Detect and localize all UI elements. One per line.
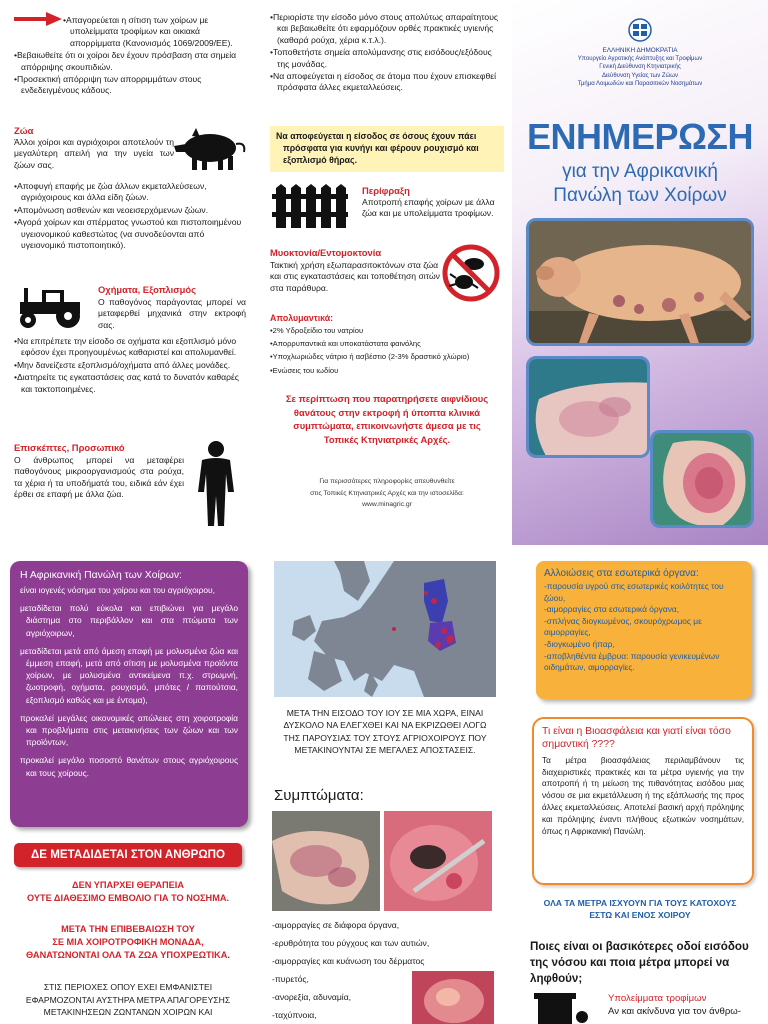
disinfectants-heading: Απολυμαντικά: <box>270 313 334 323</box>
symptom-item: -ερυθρότητα του ρύγχους και των αυτιών, <box>272 938 430 948</box>
fence-heading: Περίφραξη <box>362 185 410 196</box>
intro-bullet: • Βεβαιωθείτε ότι οι χοίροι δεν έχουν πρόσβαση στα σημεία απόρριψης σκουπιδιών. <box>14 50 246 73</box>
hunters-warning-text: Να αποφεύγεται η είσοδος σε όσους έχουν πάει πρόσφατα για κυνήγι και φέρουν ρουχισμό και εξοπλισμό θήρας. <box>276 131 479 165</box>
panel-bottom-middle <box>256 545 512 1024</box>
symptom-item: -ταχύπνοια, <box>272 1010 317 1020</box>
fence-text: Αποτροπή επαφής χοίρων με άλλα ζώα και με υπολείμματα τροφίμων. <box>362 197 495 219</box>
measures-line: ΕΣΤΩ ΚΑΙ ΕΝΟΣ ΧΟΙΡΟΥ <box>589 910 691 920</box>
biosecurity-box <box>532 717 754 885</box>
organs-heading: Αλλοιώσεις στα εσωτερικά όργανα: <box>544 568 699 579</box>
biosecurity-text: Τα μέτρα βιοασφάλειας περιλαμβάνουν τις διαχειριστικές πρακτικές και τα μέτρα υγιεινής για την αποτροπή ή τη μείωση της πιθανότητας εισόδου μιας νόσου σε μια εκμετάλλευση ή της εξάπλωσής της προς άλλες εκμεταλλεύσεις. Αποτελεί βασική αρχή πρόληψης και πρόληψης έναντι πλήθους εξωτικών νοσημάτων, όπως η Αφρικανική Πανώλη. <box>542 755 744 836</box>
vehicles-heading: Οχήματα, Εξοπλισμός <box>98 284 196 295</box>
alert-text: Σε περίπτωση που παρατηρήσετε αιφνίδιους θανάτους στην εκτροφή ή ύποπτα κλινικά συμπτώματα, επικοινωνήστε άμεσα με τις Τοπικές Κτηνιατρικές Αρχές. <box>285 393 489 445</box>
hunters-warning-box <box>270 126 504 172</box>
asf-info-item: είναι ιογενές νόσημα του χοίρου και του αγριόχοιρου, <box>20 585 215 595</box>
entry-routes-question: Ποιες είναι οι βασικότερες οδοί εισόδου της νόσου και ποια μέτρα μπορεί να ληφθούν; <box>530 940 749 985</box>
symptom-item: -πυρετός, <box>272 974 309 984</box>
symptom-photo-1 <box>272 811 380 911</box>
cover-subtitle-line-2: Πανώλη των Χοίρων <box>553 185 727 206</box>
skin-lesion-photo-2 <box>650 430 754 528</box>
map-caption: ΜΕΤΑ ΤΗΝ ΕΙΣΟΔΟ ΤΟΥ ΙΟΥ ΣΕ ΜΙΑ ΧΩΡΑ, ΕΙΝΑΙ ΔΥΣΚΟΛΟ ΝΑ ΕΛΕΓΧΘΕΙ ΚΑΙ ΝΑ ΕΚΡΙΖΩΘΕΙ ΛΟΓΩ ΤΗΣ ΠΑΡΟΥΣΙΑΣ ΤΟΥ ΣΤΟΥΣ ΑΓΡΙΟΧΟΙΡΟΥΣ ΠΟΥ ΜΕΤΑΚΙΝΟΥΝΤΑΙ ΣΕ ΜΕΓΑΛΕΣ ΑΠΟΣΤΑΣΕΙΣ. <box>283 708 487 756</box>
biosecurity-heading: Τι είναι η Βιοασφάλεια και γιατί είναι τόσο σημαντική ???? <box>542 726 731 751</box>
skin-lesion-photo-1 <box>526 356 650 458</box>
organs-item: -διογκωμένο ήπαρ, <box>544 638 615 649</box>
measures-line: ΟΛΑ ΤΑ ΜΕΤΡΑ ΙΣΧΥΟΥΝ ΓΙΑ ΤΟΥΣ ΚΑΤΟΧΟΥΣ <box>543 898 737 908</box>
visitors-bullet: • Περιορίστε την είσοδο μόνο στους απολύτως απαραίτητους και βεβαιωθείτε ότι εφαρμόζουν ορθές πρακτικές υγιεινής (καθαρά ρούχα, χέρια κ.τ.λ.). <box>270 12 504 46</box>
greek-emblem-icon <box>628 18 652 42</box>
animals-bullet: • Απομόνωση ασθενών και νεοεισερχόμενων ζώων. <box>14 205 246 216</box>
cover-subtitle-line-1: για την Αφρικανική <box>562 161 718 182</box>
panel-top-left <box>0 0 256 545</box>
asf-info-item: μεταδίδεται πολύ εύκολα και επιβιώνει για μεγάλο διάστημα στο περιβάλλον και στα πτώματα των αγριόχοιρων, <box>20 603 238 638</box>
restriction-line: ΕΦΑΡΜΟΖΟΝΤΑΙ ΑΥΣΤΗΡΑ ΜΕΤΡΑ ΑΠΑΓΟΡΕΥΣΗΣ <box>25 994 231 1005</box>
organs-item: -παρουσία υγρού στις εσωτερικές κοιλότητες του ζώου, <box>544 581 724 603</box>
asf-info-item: προκαλεί μεγάλες οικονομικές απώλειες στη χοιροτροφία και προβλήματα στις μετακινήσεις των ζώων και των προϊόντων, <box>20 712 238 748</box>
org-line: Υπουργείο Αγροτικής Ανάπτυξης και Τροφίμων <box>577 56 703 62</box>
organs-box <box>536 561 752 699</box>
vehicles-bullet: • Μην δανείζεστε εξοπλισμό/οχήματα από άλλες μονάδες. <box>14 360 246 371</box>
culling-line: ΜΕΤΑ ΤΗΝ ΕΠΙΒΕΒΑΙΩΣΗ ΤΟΥ <box>61 924 195 934</box>
info-line: Για περισσότερες πληροφορίες απευθυνθείτε <box>319 478 455 485</box>
not-transmitted-text: ΔΕ ΜΕΤΑΔΙΔΕΤΑΙ ΣΤΟΝ ΑΝΘΡΩΠΟ <box>30 848 226 861</box>
cover-panel <box>512 0 768 545</box>
tractor-icon <box>12 284 88 330</box>
disinfectant-item: • Απορρυπαντικά και υποκατάστατα φαινόλης <box>270 338 504 350</box>
symptom-item: -αιμορραγίες και κυάνωση του δέρματος <box>272 956 425 966</box>
visitors-bullet: • Να αποφεύγεται η είσοδος σε άτομα που έχουν επισκεφθεί πρόσφατα άλλες εκμεταλλεύσεις. <box>270 71 504 94</box>
culling-line: ΘΑΝΑΤΩΝΟΝΤΑΙ ΟΛΑ ΤΑ ΖΩΑ ΥΠΟΧΡΕΩΤΙΚΑ. <box>26 950 230 960</box>
boar-icon <box>172 124 248 172</box>
org-line: Τμήμα Λοιμωδών και Παρασιτικών Νοσημάτων <box>577 81 703 88</box>
intro-bullet: • Προσεκτική απόρριψη των απορριμμάτων στους ενδεδειγμένους κάδους. <box>14 74 246 97</box>
person-icon <box>194 440 238 528</box>
asf-info-title: Η Αφρικανική Πανώλη των Χοίρων: <box>20 570 182 581</box>
food-waste-text: Αν και ακίνδυνα για τον άνθρω- <box>608 1006 741 1017</box>
disinfectant-item: • Υποχλωριώδες νάτριο ή ασβέστιο (2-3% δραστικό χλώριο) <box>270 351 504 363</box>
visitors-bullet: • Τοποθετήστε σημεία απολύμανσης στις εισόδους/εξόδους της μονάδας. <box>270 47 504 70</box>
food-waste-heading: Υπολείμματα τροφίμων <box>608 993 707 1004</box>
pest-heading: Μυοκτονία/Εντομοκτονία <box>270 247 382 258</box>
symptom-photo-3 <box>412 971 494 1024</box>
org-line: ΕΛΛΗΝΙΚΗ ΔΗΜΟΚΡΑΤΙΑ <box>602 47 678 54</box>
info-line: στις Τοπικές Κτηνιατρικές Αρχές και την ιστοσελίδα: <box>310 489 464 497</box>
symptom-photo-2 <box>384 811 492 911</box>
animals-bullet: • Αποφυγή επαφής με ζώα άλλων εκμεταλλεύσεων, αγριόχοιρους και άλλα είδη ζώων. <box>14 181 246 204</box>
pest-control-icon <box>442 244 500 302</box>
asf-info-box <box>10 561 248 827</box>
pest-text: Τακτική χρήση εξωπαρασιτοκτόνων στα ζώα και στις εγκαταστάσεις και τοποθέτηση σιτών στα παράθυρα. <box>270 260 440 293</box>
panel-bottom-left <box>0 545 256 1024</box>
asf-info-item: προκαλεί μεγάλο ποσοστό θανάτων στους αγριόχοιρους και τους χοίρους. <box>20 755 238 778</box>
org-line: Διεύθυνση Υγείας των Ζώων <box>602 72 678 79</box>
culling-line: ΣΕ ΜΙΑ ΧΟΙΡΟΤΡΟΦΙΚΗ ΜΟΝΑΔΑ, <box>52 937 204 947</box>
disinfectant-item: • Ενώσεις του ιωδίου <box>270 365 504 377</box>
organs-item: -αιμορραγίες στα εσωτερικά όργανα, <box>544 604 680 615</box>
symptom-item: -ανορεξία, αδυναμία, <box>272 992 352 1002</box>
symptom-item: -αιμορραγίες σε διάφορα όργανα, <box>272 920 400 930</box>
food-waste-icon <box>534 993 590 1024</box>
website-link[interactable]: www.minagric.gr <box>362 501 412 509</box>
visitors-heading: Επισκέπτες, Προσωπικό <box>14 442 125 453</box>
asf-info-item: μεταδίδεται μετά από άμεση επαφή με μολυσμένα ζώα και έμμεση επαφή, μετά από σίτιση με μολυσμένα προϊόντα χοίρων, με μολυσμένα αντικείμενα π.χ. στρωμνή, ζωοτροφή, οχήματα, ρουχισμό, μπότες / παπούτσια, εξοπλισμό καθώς και με έντομα), <box>20 645 238 705</box>
organs-item: -σπλήνας διογκωμένος, σκουρόχρωμος με αιμορραγίες, <box>544 615 702 638</box>
organs-item: -αποβληθέντα έμβρυα: παρουσία γενικευμένων οιδημάτων, αιμορραγίες. <box>544 650 720 673</box>
disinfectant-item: • 2% Υδροξείδιο του νατρίου <box>270 325 504 337</box>
animals-text: Άλλοι χοίροι και αγριόχοιροι αποτελούν τη μεγαλύτερη απειλή για την υγεία των ζώων σας. <box>14 137 174 170</box>
restriction-line: ΜΕΤΑΚΙΝΗΣΕΩΝ ΖΩΝΤΑΝΩΝ ΧΟΙΡΩΝ ΚΑΙ <box>43 1007 213 1018</box>
europe-map <box>274 561 496 697</box>
not-transmitted-banner <box>14 843 242 867</box>
restriction-line: ΣΤΙΣ ΠΕΡΙΟΧΕΣ ΟΠΟΥ ΕΧΕΙ ΕΜΦΑΝΙΣΤΕΙ <box>43 982 213 992</box>
panel-bottom-right <box>512 545 768 1024</box>
visitors-text: Ο άνθρωπος μπορεί να μεταφέρει παθογόνους μικροοργανισμούς στα ρούχα, τα χέρια ή τα υποδήματά του, ειδικά εάν έχει έρθει σε επαφή με άλλα ζώα. <box>14 455 184 500</box>
animals-bullet: • Αγορά χοίρων και σπέρματος γνωστού και πιστοποιημένου υγειονομικού καθεστώτος (να συνοδεύονται από υγειονομικό πιστοποιητικό). <box>14 217 246 251</box>
vehicles-bullet: • Να επιτρέπετε την είσοδο σε οχήματα και εξοπλισμό μόνο εφόσον έχει προηγουμένως καθαριστεί και απολυμανθεί. <box>14 336 246 359</box>
no-treatment-line: ΟΥΤΕ ΔΙΑΘΕΣΙΜΟ ΕΜΒΟΛΙΟ ΓΙΑ ΤΟ ΝΟΣΗΜΑ. <box>26 893 230 903</box>
org-line: Γενική Διεύθυνση Κτηνιατρικής <box>599 64 681 71</box>
symptoms-heading: Συμπτώματα: <box>274 787 364 804</box>
intro-bullet: • Απαγορεύεται η σίτιση των χοίρων με υπολείμματα τροφίμων και οικιακά απορρίμματα (Κανονισμός 1069/2009/ΕΕ). <box>14 15 246 49</box>
cover-title: ΕΝΗΜΕΡΩΣΗ <box>527 116 753 157</box>
panel-top-middle <box>256 0 512 545</box>
fence-icon <box>272 184 348 228</box>
no-treatment-line: ΔΕΝ ΥΠΑΡΧΕΙ ΘΕΡΑΠΕΙΑ <box>72 880 184 890</box>
dead-pig-photo <box>526 218 754 346</box>
animals-heading: Ζώα <box>14 125 34 136</box>
vehicles-bullet: • Διατηρείτε τις εγκαταστάσεις σας κατά το δυνατόν καθαρές και τακτοποιημένες. <box>14 372 246 395</box>
vehicles-text: Ο παθογόνος παράγοντας μπορεί να μεταφερθεί μηχανικά στην εκτροφή σας. <box>98 297 246 330</box>
